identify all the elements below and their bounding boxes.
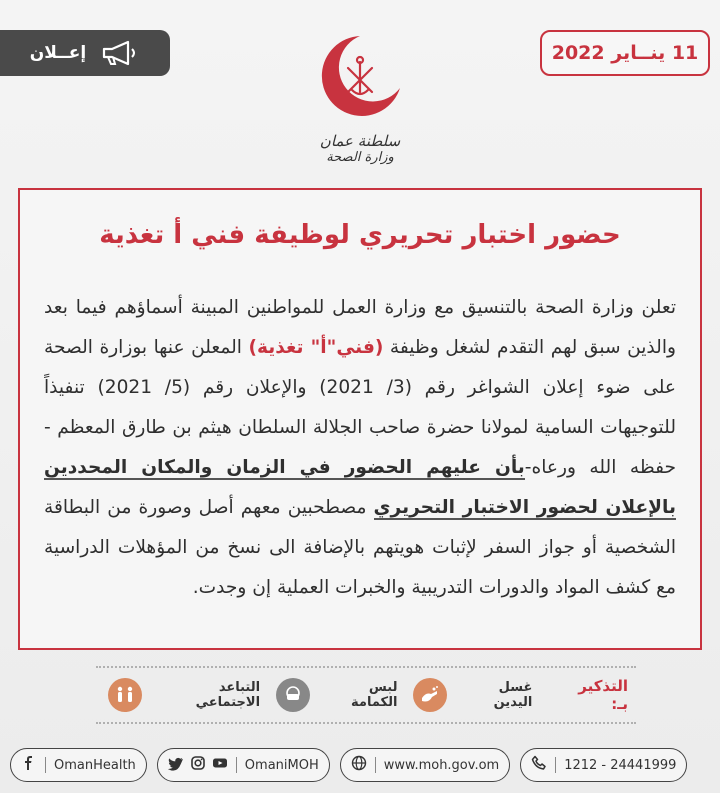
- reminder-item-label: التباعد الاجتماعي: [195, 680, 261, 710]
- globe-icon: [351, 755, 367, 775]
- ministry-logo: [312, 28, 408, 178]
- reminder-label: التذكير بـ:: [578, 677, 628, 713]
- phone-number: 1212 - 24441999: [564, 757, 677, 773]
- reminder-strip: [108, 672, 628, 718]
- body-text-part1: تعلن وزارة الصحة بالتنسيق مع وزارة العمل للمواطنين المبينة أسماؤهم فيما بعد والذين سبق لهم التقدم لشغل وظيفة: [44, 297, 676, 358]
- social-handle: OmaniMOH: [244, 757, 319, 773]
- phone-icon: [531, 755, 547, 775]
- body-text-emphasis: بأن عليهم الحضور في الزمان والمكان المحددين بالإعلان لحضور الاختبار التحريري: [44, 457, 676, 518]
- crescent-emblem-icon: [312, 28, 408, 126]
- body-text-part3: مصطحبين معهم أصل وصورة من البطاقة الشخصية أو جواز السفر لإثبات هويتهم بالإضافة الى نسخ من المؤهلات الدراسية مع كشف المواد والدورات التدريبية والخبرات العملية إن وجدت.: [44, 497, 676, 598]
- footer-contacts: [10, 748, 710, 782]
- phone-link[interactable]: [520, 748, 687, 782]
- facebook-handle: OmanHealth: [54, 757, 136, 773]
- announcement-card: [18, 188, 702, 650]
- reminder-item-mask: [276, 678, 397, 712]
- logo-text-country: سلطنة عمان: [319, 132, 401, 150]
- announcement-body: [44, 288, 676, 608]
- reminder-item-label: لبس الكمامة: [351, 680, 398, 710]
- website-url: www.moh.gov.om: [383, 757, 500, 773]
- announcement-label: إعــلان: [29, 43, 87, 63]
- reminder-item-distance: [108, 678, 260, 712]
- instagram-icon: [190, 755, 206, 775]
- announcement-title: حضور اختبار تحريري لوظيفة فني أ تغذية: [99, 220, 621, 250]
- job-title-highlight: (فني"أ" تغذية): [248, 337, 384, 358]
- divider: [555, 757, 556, 773]
- reminder-item-handwash: [413, 678, 532, 712]
- announcement-tab: [0, 30, 170, 76]
- social-links[interactable]: [157, 748, 330, 782]
- facebook-link[interactable]: [10, 748, 147, 782]
- divider: [375, 757, 376, 773]
- twitter-icon: [168, 755, 184, 775]
- hand-wash-icon: [413, 678, 447, 712]
- face-mask-icon: [276, 678, 310, 712]
- date-badge: 11 ينــاير 2022: [540, 30, 710, 76]
- divider: [45, 757, 46, 773]
- youtube-icon: [212, 755, 228, 775]
- website-link[interactable]: [340, 748, 510, 782]
- megaphone-icon: [100, 40, 140, 66]
- facebook-icon: [21, 755, 37, 775]
- body-text-part2: المعلن عنها بوزارة الصحة على ضوء إعلان الشواغر رقم (3/ 2021) والإعلان رقم (5/ 2021) تنفيذاً للتوجيهات السامية لمولانا حضرة صاحب الجلالة السلطان هيثم بن طارق المعظم - حفظه الله ورعاه-: [44, 337, 676, 478]
- logo-text-ministry: وزارة الصحة: [326, 150, 394, 165]
- divider: [236, 757, 237, 773]
- social-distance-icon: [108, 678, 142, 712]
- reminder-item-label: غسل اليدين: [493, 680, 533, 710]
